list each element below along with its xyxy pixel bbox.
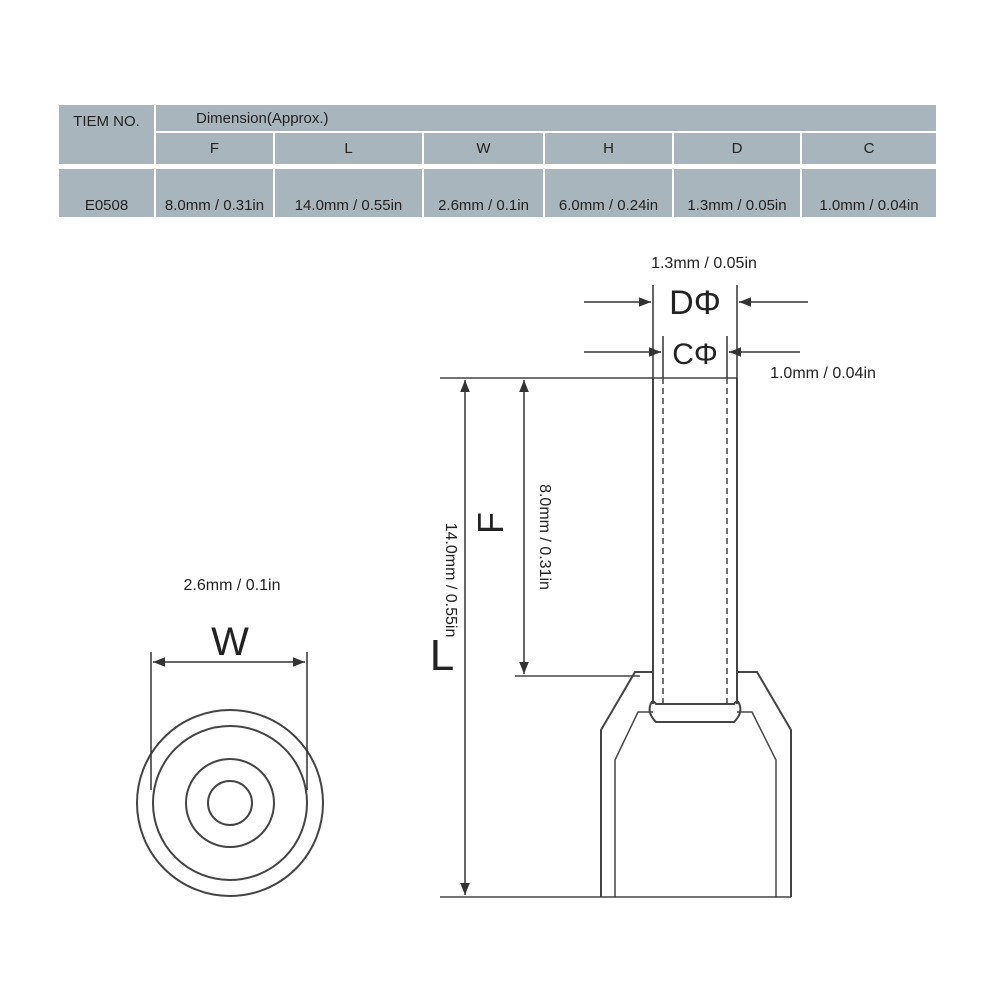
value-c-cell: 1.0mm / 0.04in <box>802 169 936 217</box>
dimension-header: Dimension(Approx.) <box>156 105 936 131</box>
bore-circle <box>208 781 252 825</box>
collar-circle <box>153 726 307 880</box>
w-value-label: 2.6mm / 0.1in <box>183 577 281 594</box>
side-view <box>440 378 791 897</box>
column-header-h: H <box>545 133 672 164</box>
value-l-cell: 14.0mm / 0.55in <box>275 169 422 217</box>
value-h-cell: 6.0mm / 0.24in <box>545 169 672 217</box>
item-number-header: TIEM NO. <box>59 105 154 164</box>
c-symbol: CΦ <box>672 338 718 371</box>
column-header-l: L <box>275 133 422 164</box>
c-value-label: 1.0mm / 0.04in <box>770 365 876 382</box>
w-symbol: W <box>211 620 249 664</box>
sleeve-circle <box>186 759 274 847</box>
end-view <box>137 710 323 896</box>
column-header-d: D <box>674 133 800 164</box>
item-number-cell: E0508 <box>59 169 154 217</box>
column-header-w: W <box>424 133 543 164</box>
f-value-label: 8.0mm / 0.31in <box>536 484 553 590</box>
value-d-cell: 1.3mm / 0.05in <box>674 169 800 217</box>
column-header-c: C <box>802 133 936 164</box>
d-symbol: DΦ <box>669 284 721 322</box>
w-dimension <box>151 652 307 790</box>
l-symbol: L <box>429 631 455 680</box>
d-value-label: 1.3mm / 0.05in <box>651 255 757 272</box>
l-value-label: 14.0mm / 0.55in <box>442 522 459 638</box>
value-f-cell: 8.0mm / 0.31in <box>156 169 273 217</box>
f-symbol: F <box>470 512 511 534</box>
outer-circle <box>137 710 323 896</box>
value-w-cell: 2.6mm / 0.1in <box>424 169 543 217</box>
column-header-f: F <box>156 133 273 164</box>
